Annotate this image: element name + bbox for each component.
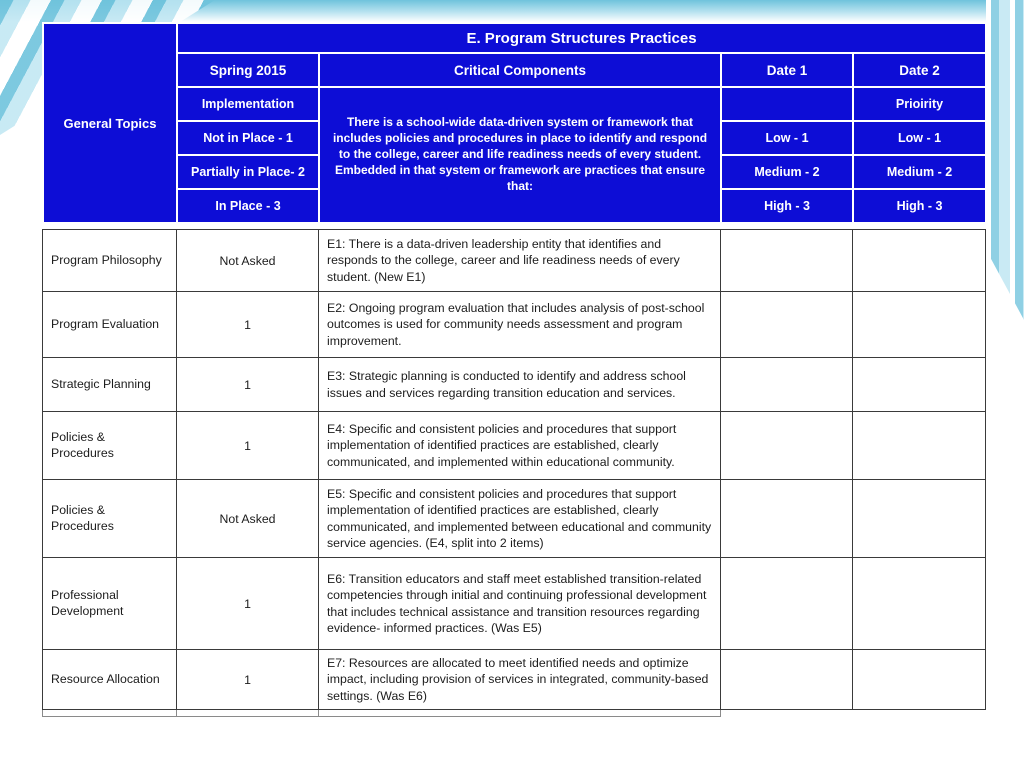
date2-cell: [853, 292, 986, 358]
date2-cell: [853, 480, 986, 558]
table-row: [43, 230, 986, 292]
date1-blank-cell: [721, 87, 853, 121]
implementation-header: Implementation: [177, 87, 319, 121]
spring-2015-header: Spring 2015: [177, 53, 319, 87]
column-header-row: [43, 53, 986, 87]
scale-date2-label: High - 3: [853, 189, 986, 223]
date2-cell: [853, 650, 986, 710]
implementation-cell: 1: [177, 412, 319, 480]
strip-cell: [721, 710, 853, 717]
implementation-cell: 1: [177, 650, 319, 710]
table-body: [42, 229, 986, 717]
topic-cell: Strategic Planning: [43, 358, 177, 412]
component-cell: E6: Transition educators and staff meet established transition-related competencies through initial and continuing professional development that includes technical assistance and transition resources regarding evidence- informed practices. (Was E5): [319, 558, 721, 650]
date1-cell: [721, 230, 853, 292]
program-structures-table: [42, 22, 985, 717]
table-row: [43, 650, 986, 710]
scale-impl-label: In Place - 3: [177, 189, 319, 223]
title-row: [43, 23, 986, 53]
scale-impl-label: Not in Place - 1: [177, 121, 319, 155]
component-cell: E2: Ongoing program evaluation that includes analysis of post-school outcomes is used for community needs assessment and program improvement.: [319, 292, 721, 358]
implementation-cell: 1: [177, 358, 319, 412]
table-row: [43, 558, 986, 650]
topic-cell: Program Philosophy: [43, 230, 177, 292]
date1-cell: [721, 412, 853, 480]
topic-cell: Program Evaluation: [43, 292, 177, 358]
scale-date2-label: Medium - 2: [853, 155, 986, 189]
component-cell: E7: Resources are allocated to meet identified needs and optimize impact, including provision of services in integrated, community-based settings. (Was E6): [319, 650, 721, 710]
component-cell: E4: Specific and consistent policies and procedures that support implementation of identified practices are established, clearly communicated, and implemented within educational community.: [319, 412, 721, 480]
scale-date1-label: Medium - 2: [721, 155, 853, 189]
table-row: [43, 358, 986, 412]
page-title: E. Program Structures Practices: [177, 23, 986, 53]
scale-date2-label: Low - 1: [853, 121, 986, 155]
topic-cell: Resource Allocation: [43, 650, 177, 710]
strip-cell: [853, 710, 986, 717]
date1-cell: [721, 292, 853, 358]
date1-cell: [721, 558, 853, 650]
topic-cell: Professional Development: [43, 558, 177, 650]
partial-next-row: [43, 710, 986, 717]
general-topics-header: General Topics: [43, 23, 177, 223]
critical-components-header: Critical Components: [319, 53, 721, 87]
date1-cell: [721, 650, 853, 710]
date2-cell: [853, 412, 986, 480]
priority-header: Prioirity: [853, 87, 986, 121]
critical-components-description: There is a school-wide data-driven system or framework that includes policies and procedures in place to identify and respond to the college, career and life readiness needs of every student. Embedded in that system or framework are practices that ensure that:: [319, 87, 721, 223]
strip-cell: [43, 710, 177, 717]
implementation-cell: 1: [177, 292, 319, 358]
component-cell: E1: There is a data-driven leadership entity that identifies and responds to the college, career and life readiness needs of every student. (New E1): [319, 230, 721, 292]
table-row: [43, 480, 986, 558]
implementation-cell: Not Asked: [177, 230, 319, 292]
date1-header: Date 1: [721, 53, 853, 87]
date2-cell: [853, 358, 986, 412]
table-row: [43, 292, 986, 358]
subheader-row: [43, 87, 986, 121]
strip-cell: [319, 710, 721, 717]
date1-cell: [721, 358, 853, 412]
scale-impl-label: Partially in Place- 2: [177, 155, 319, 189]
topic-cell: Policies & Procedures: [43, 412, 177, 480]
scale-date1-label: High - 3: [721, 189, 853, 223]
topic-cell: Policies & Procedures: [43, 480, 177, 558]
date2-header: Date 2: [853, 53, 986, 87]
strip-cell: [177, 710, 319, 717]
date2-cell: [853, 558, 986, 650]
date2-cell: [853, 230, 986, 292]
table-header: [42, 22, 987, 224]
component-cell: E5: Specific and consistent policies and procedures that support implementation of identified practices are established, clearly communicated, and implemented between educational and community service agencies. (E4, split into 2 items): [319, 480, 721, 558]
date1-cell: [721, 480, 853, 558]
table-row: [43, 412, 986, 480]
implementation-cell: 1: [177, 558, 319, 650]
component-cell: E3: Strategic planning is conducted to identify and address school issues and services regarding transition education and services.: [319, 358, 721, 412]
right-edge-stripes: [986, 0, 1024, 320]
scale-date1-label: Low - 1: [721, 121, 853, 155]
implementation-cell: Not Asked: [177, 480, 319, 558]
